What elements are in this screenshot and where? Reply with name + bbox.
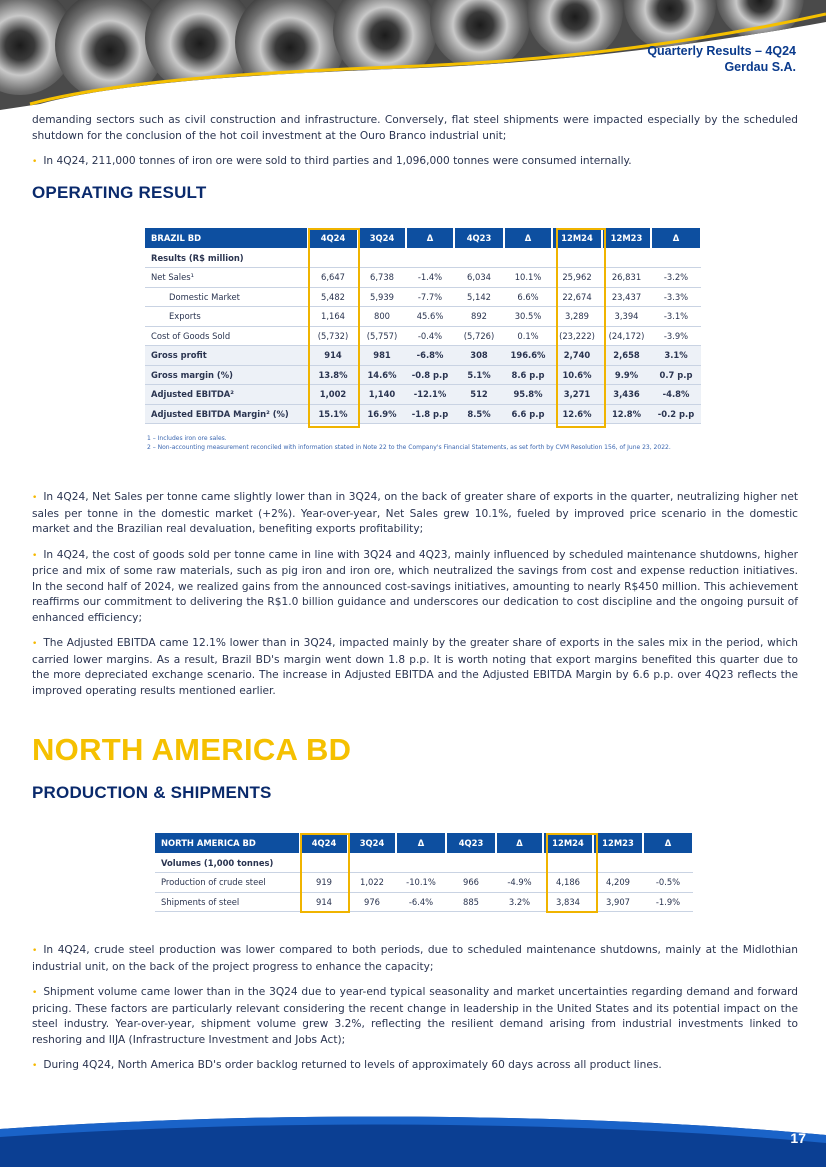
table-cell: 914	[300, 892, 348, 912]
table-cell: 914	[308, 346, 358, 366]
company-name: Gerdau S.A.	[724, 60, 796, 74]
brazil-table-wrapper	[145, 228, 702, 424]
table-cell: 95.8%	[504, 385, 552, 405]
ebitda-bullet	[32, 636, 798, 699]
table-cell: -12.1%	[406, 385, 454, 405]
na-header-cell: 3Q24	[348, 833, 396, 853]
table-cell: 8.5%	[454, 404, 504, 424]
table-cell: 6.6 p.p	[504, 404, 552, 424]
production-text: In 4Q24, crude steel production was lower compared to both periods, due to scheduled maintenance shutdowns, mainly at the Midlothian industrial unit, on the back of the project progress to enhance the capacity;	[32, 944, 798, 973]
table-cell: -0.5%	[643, 873, 693, 893]
brazil-header-row	[145, 228, 701, 248]
table-cell: (5,726)	[454, 326, 504, 346]
na-header-cell: 4Q23	[446, 833, 496, 853]
na-table-wrapper	[155, 833, 694, 912]
table-cell: 16.9%	[358, 404, 406, 424]
table-cell: -0.2 p.p	[651, 404, 701, 424]
ebitda-text: The Adjusted EBITDA came 12.1% lower than in 3Q24, impacted mainly by the greater share of exports in the sales mix in the period, which carried lower margins. As a result, Brazil BD's margin went down 1.8 p.p. It is worth noting that export margins benefited this quarter due to the more depreciated exchange scenario. The increase in Adjusted EBITDA and the Adjusted EBITDA Margin by 6.6 p.p. over 4Q23 reflects the improved operating results mentioned earlier.	[32, 637, 798, 697]
table-cell: (23,222)	[552, 326, 602, 346]
row-label: Cost of Goods Sold	[145, 326, 308, 346]
na-header-cell: Δ	[643, 833, 693, 853]
table-cell: 0.1%	[504, 326, 552, 346]
table-cell: 919	[300, 873, 348, 893]
table-cell: 23,437	[602, 287, 651, 307]
north-america-title: NORTH AMERICA BD	[32, 732, 352, 767]
net-sales-text: In 4Q24, Net Sales per tonne came slightly lower than in 3Q24, on the back of greater share of exports in the quarter, neutralizing higher net sales per tonne in the domestic market (+2%). Year-over-year, Net Sales grew 10.1%, fueled by improved price scenario in the domestic market and the Brazilian real devaluation, benefiting exports profitability;	[32, 491, 798, 535]
brazil-table-row	[145, 268, 701, 288]
table-cell: 5.1%	[454, 365, 504, 385]
table-cell: 22,674	[552, 287, 602, 307]
na-subheader-cell: Volumes (1,000 tonnes)	[155, 853, 300, 873]
bullet-icon: •	[32, 988, 38, 998]
table-cell: (5,757)	[358, 326, 406, 346]
table-cell: 12.8%	[602, 404, 651, 424]
brazil-header-cell: 4Q23	[454, 228, 504, 248]
brazil-header-cell: 12M24	[552, 228, 602, 248]
empty-cell	[643, 853, 693, 873]
table-cell: 0.7 p.p	[651, 365, 701, 385]
table-cell: (24,172)	[602, 326, 651, 346]
brazil-table-row	[145, 385, 701, 405]
empty-cell	[454, 248, 504, 268]
table-cell: 3,271	[552, 385, 602, 405]
row-label: Production of crude steel	[155, 873, 300, 893]
iron-ore-bullet	[32, 154, 798, 171]
backlog-text: During 4Q24, North America BD's order backlog returned to levels of approximately 60 days across all product lines.	[43, 1059, 662, 1071]
empty-cell	[396, 853, 446, 873]
na-header-cell: NORTH AMERICA BD	[155, 833, 300, 853]
table-cell: -7.7%	[406, 287, 454, 307]
table-cell: 3,289	[552, 307, 602, 327]
footer-wave	[0, 1107, 826, 1167]
empty-cell	[496, 853, 543, 873]
footnote-1: 1 – Includes iron ore sales.	[147, 435, 227, 442]
page-number: 17	[790, 1130, 806, 1146]
brazil-bd-table	[145, 228, 702, 424]
table-cell: 3,436	[602, 385, 651, 405]
empty-cell	[593, 853, 643, 873]
brazil-header-cell: Δ	[651, 228, 701, 248]
na-subheader-row	[155, 853, 693, 873]
table-cell: 10.1%	[504, 268, 552, 288]
table-cell: 8.6 p.p	[504, 365, 552, 385]
na-header-cell: 12M24	[543, 833, 593, 853]
na-table-row	[155, 892, 693, 912]
table-cell: 9.9%	[602, 365, 651, 385]
table-cell: 45.6%	[406, 307, 454, 327]
table-cell: 30.5%	[504, 307, 552, 327]
bullet-icon: •	[32, 639, 38, 649]
table-cell: 3.1%	[651, 346, 701, 366]
table-cell: 308	[454, 346, 504, 366]
bullet-icon: •	[32, 1061, 38, 1071]
brazil-header-cell: 12M23	[602, 228, 651, 248]
table-cell: 13.8%	[308, 365, 358, 385]
table-cell: 512	[454, 385, 504, 405]
table-cell: -1.8 p.p	[406, 404, 454, 424]
table-cell: 6,647	[308, 268, 358, 288]
table-cell: 976	[348, 892, 396, 912]
brazil-header-cell: BRAZIL BD	[145, 228, 308, 248]
brazil-subheader-row	[145, 248, 701, 268]
bullet-icon: •	[32, 946, 38, 956]
empty-cell	[308, 248, 358, 268]
empty-cell	[446, 853, 496, 873]
footnote-2: 2 – Non-accounting measurement reconciled with information stated in Note 22 to the Company's Financial Statements, as set forth by CVM Resolution 156, of June 23, 2022.	[147, 444, 671, 451]
empty-cell	[358, 248, 406, 268]
iron-ore-text: In 4Q24, 211,000 tonnes of iron ore were sold to third parties and 1,096,000 tonnes were consumed internally.	[43, 155, 632, 167]
table-cell: -6.4%	[396, 892, 446, 912]
table-cell: -6.8%	[406, 346, 454, 366]
table-cell: -3.2%	[651, 268, 701, 288]
north-america-bullets	[32, 943, 798, 1075]
empty-cell	[552, 248, 602, 268]
empty-cell	[300, 853, 348, 873]
row-label: Gross profit	[145, 346, 308, 366]
table-cell: 10.6%	[552, 365, 602, 385]
table-cell: 5,142	[454, 287, 504, 307]
brazil-table-row	[145, 404, 701, 424]
table-cell: 5,482	[308, 287, 358, 307]
na-table-row	[155, 873, 693, 893]
table-cell: -3.3%	[651, 287, 701, 307]
brazil-header-cell: Δ	[504, 228, 552, 248]
table-cell: 800	[358, 307, 406, 327]
north-america-bd-table	[155, 833, 694, 912]
brazil-header-cell: 4Q24	[308, 228, 358, 248]
empty-cell	[504, 248, 552, 268]
na-header-row	[155, 833, 693, 853]
operating-result-heading: OPERATING RESULT	[32, 183, 207, 202]
report-header	[647, 43, 796, 75]
row-label: Exports	[145, 307, 308, 327]
na-header-cell: Δ	[496, 833, 543, 853]
header-banner	[0, 0, 826, 110]
empty-cell	[651, 248, 701, 268]
table-cell: -3.1%	[651, 307, 701, 327]
na-header-cell: Δ	[396, 833, 446, 853]
table-cell: 981	[358, 346, 406, 366]
table-cell: 14.6%	[358, 365, 406, 385]
table-cell: 1,002	[308, 385, 358, 405]
na-header-cell: 12M23	[593, 833, 643, 853]
footer-wave-graphic	[0, 1107, 826, 1167]
cogs-bullet	[32, 548, 798, 627]
bullet-icon: •	[32, 493, 38, 503]
report-period: Quarterly Results – 4Q24	[647, 44, 796, 58]
table-cell: 1,164	[308, 307, 358, 327]
empty-cell	[406, 248, 454, 268]
operating-bullets	[32, 490, 798, 699]
table-cell: -0.8 p.p	[406, 365, 454, 385]
table-cell: 3,394	[602, 307, 651, 327]
table-cell: 12.6%	[552, 404, 602, 424]
table-cell: -1.9%	[643, 892, 693, 912]
table-cell: -1.4%	[406, 268, 454, 288]
table-cell: 2,658	[602, 346, 651, 366]
table-cell: 15.1%	[308, 404, 358, 424]
table-cell: 25,962	[552, 268, 602, 288]
table-cell: 3.2%	[496, 892, 543, 912]
table-cell: (5,732)	[308, 326, 358, 346]
production-bullet	[32, 943, 798, 975]
brazil-subheader-cell: Results (R$ million)	[145, 248, 308, 268]
brazil-header-cell: Δ	[406, 228, 454, 248]
brazil-table-row	[145, 346, 701, 366]
row-label: Adjusted EBITDA²	[145, 385, 308, 405]
cogs-text: In 4Q24, the cost of goods sold per tonne came in line with 3Q24 and 4Q23, mainly influenced by scheduled maintenance shutdowns, higher price and mix of some raw materials, such as pig iron and iron ore, which neutralized the savings from cost and expense reduction initiatives. In the second half of 2024, we realized gains from the announced cost-savings initiatives, amounting to nearly R$450 million. This achievement reaffirms our commitment to delivering the R$1.0 billion guidance and underscores our dedication to cost discipline and the ongoing pursuit of enhanced efficiency;	[32, 548, 798, 624]
table-cell: 885	[446, 892, 496, 912]
brazil-table-row	[145, 287, 701, 307]
table-cell: 892	[454, 307, 504, 327]
intro-paragraph: demanding sectors such as civil construction and infrastructure. Conversely, flat steel shipments were impacted especially by the scheduled shutdown for the conclusion of the hot coil investment at the Ouro Branco industrial unit;	[32, 114, 798, 142]
brazil-table-row	[145, 365, 701, 385]
production-shipments-heading: PRODUCTION & SHIPMENTS	[32, 783, 272, 802]
table-cell: 6,738	[358, 268, 406, 288]
table-cell: 966	[446, 873, 496, 893]
shipments-bullet	[32, 985, 798, 1048]
row-label: Shipments of steel	[155, 892, 300, 912]
shipments-text: Shipment volume came lower than in the 3Q24 due to year-end typical seasonality and market uncertainties regarding demand and forward pricing. These factors are particularly relevant considering the recent change in leadership in the United States and its potential impact on the steel industry. Year-over-year, shipment volume grew 3.2%, reflecting the resilient demand arising from industrial investments linked to reshoring and IIJA (Infrastructure Investment and Jobs Act);	[32, 986, 798, 1046]
empty-cell	[543, 853, 593, 873]
table-cell: 6,034	[454, 268, 504, 288]
table-cell: 5,939	[358, 287, 406, 307]
row-label: Adjusted EBITDA Margin² (%)	[145, 404, 308, 424]
na-header-cell: 4Q24	[300, 833, 348, 853]
bullet-icon: •	[32, 550, 38, 561]
empty-cell	[348, 853, 396, 873]
empty-cell	[602, 248, 651, 268]
table-cell: -3.9%	[651, 326, 701, 346]
footnotes	[147, 434, 713, 452]
brazil-table-row	[145, 307, 701, 327]
table-cell: -4.8%	[651, 385, 701, 405]
row-label: Domestic Market	[145, 287, 308, 307]
table-cell: -0.4%	[406, 326, 454, 346]
backlog-bullet	[32, 1058, 798, 1075]
intro-section	[32, 113, 798, 171]
row-label: Gross margin (%)	[145, 365, 308, 385]
table-cell: 3,834	[543, 892, 593, 912]
table-cell: 1,022	[348, 873, 396, 893]
row-label: Net Sales¹	[145, 268, 308, 288]
net-sales-bullet	[32, 490, 798, 538]
table-cell: 4,186	[543, 873, 593, 893]
table-cell: 4,209	[593, 873, 643, 893]
table-cell: -4.9%	[496, 873, 543, 893]
brazil-table-row	[145, 326, 701, 346]
table-cell: 26,831	[602, 268, 651, 288]
table-cell: 3,907	[593, 892, 643, 912]
bullet-icon: •	[32, 157, 38, 167]
table-cell: 6.6%	[504, 287, 552, 307]
table-cell: -10.1%	[396, 873, 446, 893]
table-cell: 2,740	[552, 346, 602, 366]
table-cell: 196.6%	[504, 346, 552, 366]
table-cell: 1,140	[358, 385, 406, 405]
brazil-header-cell: 3Q24	[358, 228, 406, 248]
